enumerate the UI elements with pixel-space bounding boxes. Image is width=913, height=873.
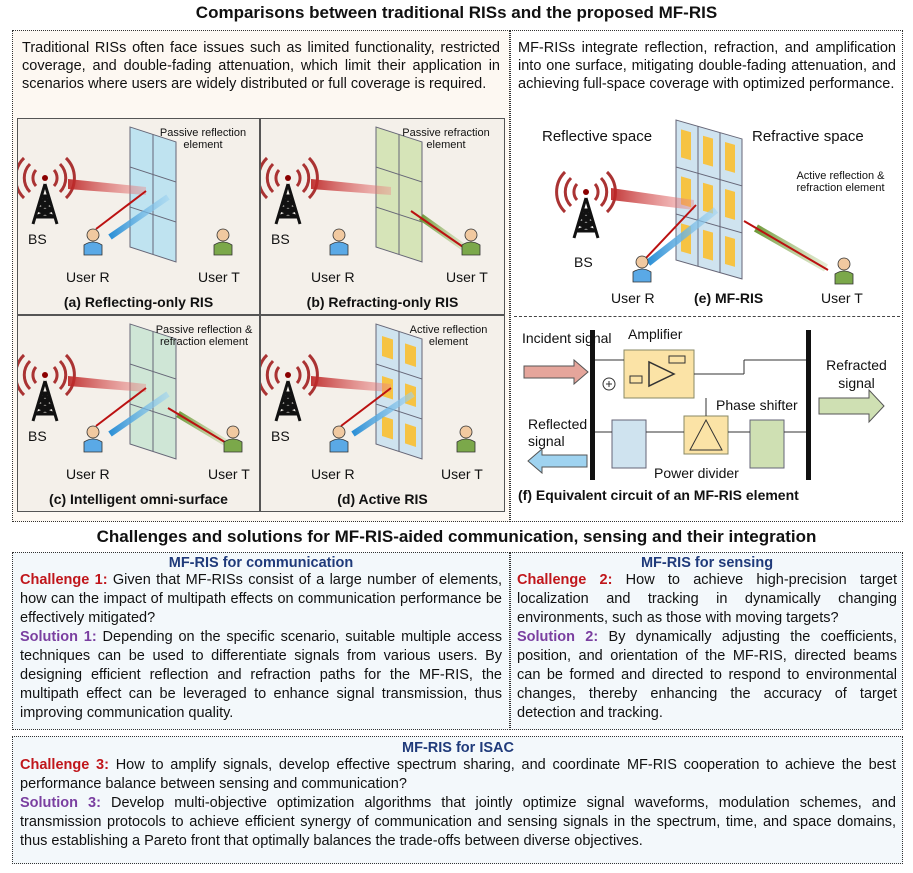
panel-c-element-label: Passive reflection & refraction element xyxy=(155,324,253,348)
solution-2-text: By dynamically adjusting the coefficients, position, and orientation of the MF-RIS, directed beams can be formed and directed to respond to environmental changes, thereby enhancing the accuracy of target detection and tracking. xyxy=(517,629,897,721)
solution-1 xyxy=(20,628,502,723)
challenge-1-text: Given that MF-RISs consist of a large number of elements, how can the impact of multipath effects on communication performance be effectively mitigated? xyxy=(20,572,503,626)
communication-content xyxy=(20,555,502,723)
reflective-space-label: Reflective space xyxy=(542,128,653,145)
panel-e-user-t-label: User T xyxy=(821,290,863,306)
panel-f-caption: (f) Equivalent circuit of an MF-RIS element xyxy=(518,487,799,503)
challenge-2-label: Challenge 2: xyxy=(517,572,613,588)
top-title: Comparisons between traditional RISs and the proposed MF-RIS xyxy=(195,3,718,22)
sensing-header: MF-RIS for sensing xyxy=(640,555,774,571)
panel-a xyxy=(17,118,260,315)
panel-e-bs-label: BS xyxy=(574,254,593,270)
panel-e xyxy=(516,118,897,315)
right-intro-text: MF-RISs integrate reflection, refraction, and amplification into one surface, mitigating double-fading attenuation, and achieving full-space coverage with optimized performance. xyxy=(518,40,896,92)
challenge-2-text: How to achieve high-precision target localization and tracking in dynamically changing environments, such as those with moving targets? xyxy=(517,572,898,626)
solution-3-text: Develop multi-objective optimization algorithms that jointly optimize signal waveforms, modulation schemes, and transmission protocols to achieve efficient synergy of communication and sensing signals in the spectrum, time, and space domains, thus establishing a Pareto front that optimally balances the trade-offs between diverse objectives. xyxy=(20,795,896,849)
panel-e-illustration xyxy=(516,118,897,315)
panel-c-caption: (c) Intelligent omni-surface xyxy=(49,491,228,507)
panel-a-user-t-label: User T xyxy=(198,269,240,285)
panel-c-bs-label: BS xyxy=(28,428,47,444)
challenge-1-label: Challenge 1: xyxy=(20,572,108,588)
panel-d-user-r-label: User R xyxy=(311,466,355,482)
panel-c-user-t-label: User T xyxy=(208,466,250,482)
refracted-signal-label: Refracted signal xyxy=(826,357,887,391)
panel-b-bs-label: BS xyxy=(271,231,290,247)
challenge-3-text: How to amplify signals, develop effective spectrum sharing, and coordinate MF-RIS cooperation to achieve the best performance balance between sensing and communication? xyxy=(20,757,897,792)
panel-e-user-r-label: User R xyxy=(611,290,655,306)
challenge-3 xyxy=(20,756,896,794)
panel-a-element-label: Passive reflection element xyxy=(159,127,247,151)
solution-1-text: Depending on the specific scenario, suitable multiple access techniques can be used to differentiate signals from various users. By designing efficient reflection and refraction paths for the MF-RIS, the multipath effect can be leveraged to enhance signal transmission, thus improving communication quality. xyxy=(20,629,502,721)
power-divider-label: Power divider xyxy=(654,465,739,481)
incident-signal-label: Incident signal xyxy=(522,330,612,346)
panel-d-bs-label: BS xyxy=(271,428,290,444)
panel-e-caption: (e) MF-RIS xyxy=(694,290,764,306)
panel-a-user-r-label: User R xyxy=(66,269,110,285)
panel-b-element-label: Passive refraction element xyxy=(402,127,490,151)
challenge-3-label: Challenge 3: xyxy=(20,757,109,773)
panel-d-caption: (d) Active RIS xyxy=(337,491,428,507)
refractive-space-label: Refractive space xyxy=(752,128,864,145)
panel-b-user-r-label: User R xyxy=(311,269,355,285)
isac-header: MF-RIS for ISAC xyxy=(402,740,514,756)
left-intro-text: Traditional RISs often face issues such as limited functionality, restricted coverage, and double-fading attenuation, which limit their application in scenarios where users are widely distributed or full coverage is required. xyxy=(22,40,500,92)
panel-divider xyxy=(514,316,900,317)
panel-f xyxy=(514,320,900,518)
section2-title: Challenges and solutions for MF-RIS-aided communication, sensing and their integration xyxy=(96,527,817,546)
panel-d xyxy=(260,315,505,512)
communication-header: MF-RIS for communication xyxy=(168,555,354,571)
challenge-2 xyxy=(517,571,897,628)
panel-d-element-label: Active reflection element xyxy=(409,324,488,348)
challenge-1 xyxy=(20,571,502,628)
panel-c-user-r-label: User R xyxy=(66,466,110,482)
panel-e-element-label: Active reflection & refraction element xyxy=(796,170,885,194)
solution-3-label: Solution 3: xyxy=(20,795,101,811)
sensing-content xyxy=(517,555,897,723)
panel-a-bs-label: BS xyxy=(28,231,47,247)
solution-2-label: Solution 2: xyxy=(517,629,599,645)
solution-3 xyxy=(20,794,896,851)
panel-b-user-t-label: User T xyxy=(446,269,488,285)
phase-shifter-label: Phase shifter xyxy=(716,397,798,413)
panel-d-user-t-label: User T xyxy=(441,466,483,482)
isac-content xyxy=(20,740,896,851)
panel-c xyxy=(17,315,260,512)
panel-b xyxy=(260,118,505,315)
solution-2 xyxy=(517,628,897,723)
amplifier-label: Amplifier xyxy=(628,326,683,342)
solution-1-label: Solution 1: xyxy=(20,629,97,645)
panel-a-caption: (a) Reflecting-only RIS xyxy=(63,294,214,310)
panel-b-caption: (b) Refracting-only RIS xyxy=(306,294,459,310)
reflected-signal-label: Reflected signal xyxy=(528,416,588,449)
